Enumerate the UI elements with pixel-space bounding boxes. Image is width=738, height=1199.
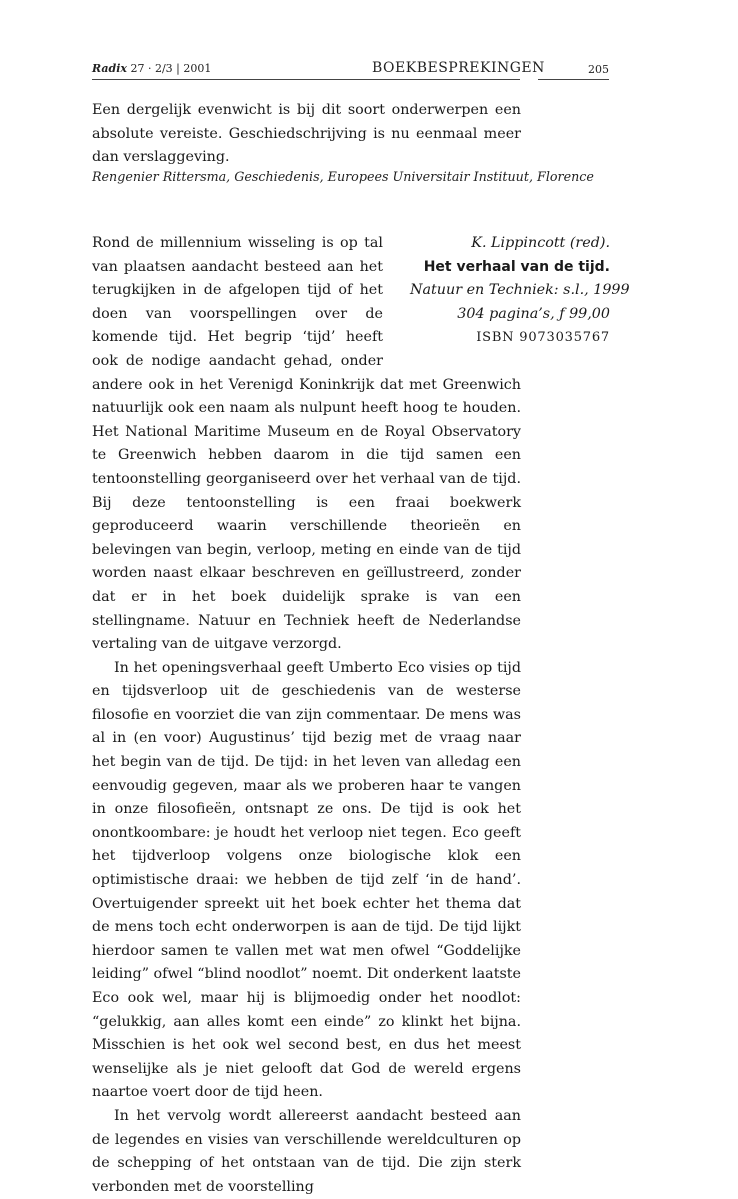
header-rule-right xyxy=(538,79,609,80)
review-paragraph: In het vervolg wordt allereerst aandacht besteed aan de legendes en visies van verschillende wereldculturen op de schepping of het ontstaan van de tijd. Die zijn sterk verbonden met de voorstelling xyxy=(92,1107,521,1195)
review-paragraph: Rond de millennium wisseling is op tal van plaatsen aandacht besteed aan het terugkijken in de afgelopen tijd of het doen van voorspellingen over de komende tijd. Het begrip ‘tijd’ heeft ook de nodige aandacht gehad, onder andere ook in het Verenigd Koninkrijk dat met Greenwich natuurlijk ook een naam als nulpunt heeft hoog te houden. Het National Maritime Museum en de Royal Observatory te Greenwich hebben daarom in die tijd samen een tentoonstelling georganiseerd over het verhaal van de tijd. Bij deze tentoonstelling is een fraai boekwerk geproduceerd waarin verschillende theorieën en belevingen van begin, verloop, meting en einde van de tijd worden naast elkaar beschreven en geïllustreerd, zonder dat er in het boek duidelijk sprake is van een stellingname. Natuur en Techniek heeft de Nederlandse vertaling van de uitgave verzorgd. xyxy=(92,235,521,653)
book-publisher: Natuur en Techniek: s.l., 1999 xyxy=(410,282,630,299)
book-title: Het verhaal van de tijd. xyxy=(423,258,610,275)
book-pages-price: 304 pagina’s, ƒ 99,00 xyxy=(457,305,610,322)
book-isbn: ISBN 9073035767 xyxy=(476,330,610,346)
reviewer-credit: Rengenier Rittersma, Geschiedenis, Europees Universitair Instituut, Florence xyxy=(92,169,594,184)
running-header-journal xyxy=(92,62,211,75)
page-number: 205 xyxy=(588,63,609,76)
volume-issue: 27 · 2/3 | 2001 xyxy=(130,62,212,75)
journal-name: Radix xyxy=(92,62,127,75)
review-paragraph: In het openingsverhaal geeft Umberto Eco visies op tijd en tijdsverloop uit de geschiedenis van de westerse filosofie en voorziet die van zijn commentaar. De mens was al in (en voor) Augustinus’ tijd bezig met de vraag naar het begin van de tijd. De tijd: in het leven van alledag een eenvoudig gegeven, maar als we proberen haar te vangen in onze filosofieën, ontsnapt ze ons. De tijd is ook het onontkoombare: je houdt het verloop niet tegen. Eco geeft het tijdverloop volgens onze biologische klok een optimistische draai: we hebben de tijd zelf ‘in de hand’. Overtuigender spreekt uit het boek echter het thema dat de mens toch echt onderworpen is aan de tijd. De tijd lijkt hierdoor samen te vallen met wat men ofwel “Goddelijke leiding” ofwel “blind noodlot” noemt. Dit onderkent laatste Eco ook wel, maar hij is blijmoedig onder het noodlot: “gelukkig, aan alles komt een einde” zo klinkt het bijna. Misschien is het ook wel second best, en dus het meest wenselijke als je niet gelooft dat God de wereld ergens naartoe voert door de tijd heen. xyxy=(92,659,521,1101)
header-rule-left xyxy=(92,79,520,80)
review-body xyxy=(92,232,521,1199)
intro-paragraph: Een dergelijk evenwicht is bij dit soort onderwerpen een absolute vereiste. Geschiedschrijving is nu eenmaal meer dan verslaggeving. xyxy=(92,102,521,166)
section-title: BOEKBESPREKINGEN xyxy=(372,60,545,76)
book-author: K. Lippincott (red). xyxy=(471,235,610,251)
